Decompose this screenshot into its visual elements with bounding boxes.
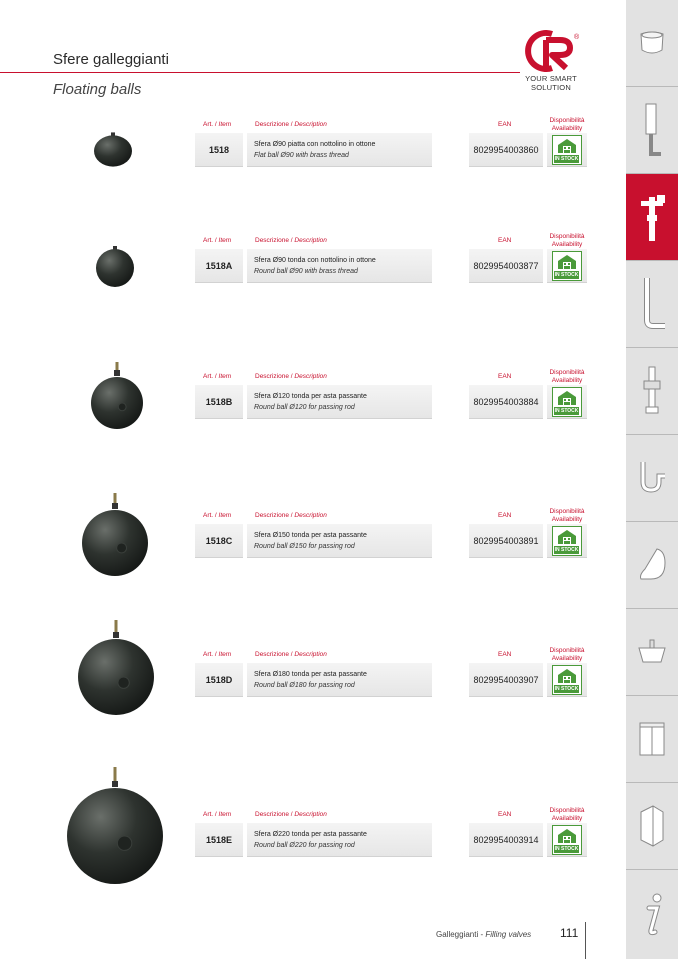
floating-ball-image <box>77 491 153 581</box>
header-availability: Disponibilità Availability <box>549 508 585 523</box>
siphon-icon <box>635 458 669 498</box>
sidebar-item-sinks[interactable] <box>626 609 678 696</box>
header-art: Art. / Item <box>203 373 232 380</box>
description-it: Sfera Ø220 tonda per asta passante <box>254 831 367 838</box>
in-stock-badge <box>552 135 582 165</box>
header-description: Descrizione / Description <box>255 373 327 380</box>
header-art: Art. / Item <box>203 237 232 244</box>
product-ean: 8029954003860 <box>469 133 543 167</box>
header-availability: Disponibilità Availability <box>549 647 585 662</box>
description-it: Sfera Ø90 piatta con nottolino in ottone <box>254 141 376 148</box>
toilet-seat-icon <box>635 545 669 585</box>
footer-section <box>436 930 531 939</box>
in-stock-label: IN STOCK <box>554 845 579 852</box>
category-sidebar <box>626 0 678 959</box>
registered-mark: ® <box>574 34 580 41</box>
sidebar-item-flush-pipes[interactable] <box>626 87 678 174</box>
sidebar-item-toilet-seats[interactable] <box>626 522 678 609</box>
info-icon <box>635 890 669 940</box>
availability-cell <box>547 524 587 558</box>
product-ean: 8029954003914 <box>469 823 543 857</box>
product-ean: 8029954003907 <box>469 663 543 697</box>
in-stock-label: IN STOCK <box>554 546 579 553</box>
bend-pipe-icon <box>635 274 669 334</box>
header-ean: EAN <box>498 237 512 244</box>
product-code: 1518A <box>195 249 243 283</box>
product-code: 1518C <box>195 524 243 558</box>
page-number: 111 <box>560 926 579 940</box>
product-description <box>247 133 432 167</box>
sidebar-item-fill-valves[interactable] <box>626 174 678 261</box>
availability-cell <box>547 133 587 167</box>
product-description <box>247 385 432 419</box>
header-ean: EAN <box>498 373 512 380</box>
product-description <box>247 249 432 283</box>
description-en: Round ball Ø90 with brass thread <box>254 268 358 275</box>
header-availability: Disponibilità Availability <box>549 233 585 248</box>
product-code: 1518B <box>195 385 243 419</box>
sidebar-item-bend-pipes[interactable] <box>626 261 678 348</box>
product-description <box>247 823 432 857</box>
product-code: 1518E <box>195 823 243 857</box>
floating-ball-image <box>62 765 168 889</box>
description-en: Round ball Ø150 for passing rod <box>254 543 355 550</box>
description-en: Round ball Ø120 for passing rod <box>254 404 355 411</box>
brand-logo <box>520 30 582 94</box>
header-art: Art. / Item <box>203 121 232 128</box>
availability-cell <box>547 249 587 283</box>
page-number-rule <box>585 922 586 959</box>
shower-enclosure-icon <box>635 802 669 850</box>
description-it: Sfera Ø150 tonda per asta passante <box>254 532 367 539</box>
warehouse-icon <box>557 138 577 154</box>
warehouse-icon <box>557 828 577 844</box>
description-en: Round ball Ø220 for passing rod <box>254 842 355 849</box>
sink-icon <box>635 632 669 672</box>
floating-ball-image <box>91 244 139 292</box>
availability-cell <box>547 663 587 697</box>
description-it: Sfera Ø120 tonda per asta passante <box>254 393 367 400</box>
cr-logo-icon <box>522 30 582 72</box>
sidebar-item-drain-valves[interactable] <box>626 348 678 435</box>
warehouse-icon <box>557 254 577 270</box>
footer-section-it: Galleggianti <box>436 930 479 939</box>
product-code: 1518 <box>195 133 243 167</box>
in-stock-badge <box>552 251 582 281</box>
header-description: Descrizione / Description <box>255 651 327 658</box>
header-art: Art. / Item <box>203 651 232 658</box>
sidebar-item-shower-enclosures[interactable] <box>626 783 678 870</box>
brand-tagline-1: YOUR SMART <box>525 74 577 83</box>
header-description: Descrizione / Description <box>255 512 327 519</box>
warehouse-icon <box>557 390 577 406</box>
warehouse-icon <box>557 529 577 545</box>
in-stock-badge <box>552 825 582 855</box>
in-stock-badge <box>552 526 582 556</box>
header-availability: Disponibilità Availability <box>549 807 585 822</box>
in-stock-label: IN STOCK <box>554 407 579 414</box>
description-en: Flat ball Ø90 with brass thread <box>254 152 349 159</box>
footer-separator: - <box>478 930 486 939</box>
header-ean: EAN <box>498 512 512 519</box>
warehouse-icon <box>557 668 577 684</box>
floating-ball-image <box>86 360 148 434</box>
page-title: Sfere galleggianti <box>53 51 169 68</box>
cistern-icon <box>635 26 669 60</box>
in-stock-badge <box>552 387 582 417</box>
product-description <box>247 663 432 697</box>
fill-valve-icon <box>635 187 669 247</box>
floating-ball-image <box>89 127 137 175</box>
description-en: Round ball Ø180 for passing rod <box>254 682 355 689</box>
in-stock-badge <box>552 665 582 695</box>
header-art: Art. / Item <box>203 811 232 818</box>
header-ean: EAN <box>498 121 512 128</box>
header-ean: EAN <box>498 651 512 658</box>
sidebar-item-cisterns[interactable] <box>626 0 678 87</box>
product-ean: 8029954003877 <box>469 249 543 283</box>
brand-tagline-2: SOLUTION <box>531 83 571 92</box>
in-stock-label: IN STOCK <box>554 685 579 692</box>
product-ean: 8029954003891 <box>469 524 543 558</box>
floating-ball-image <box>73 618 159 720</box>
availability-cell <box>547 823 587 857</box>
description-it: Sfera Ø90 tonda con nottolino in ottone <box>254 257 376 264</box>
header-availability: Disponibilità Availability <box>549 369 585 384</box>
footer-section-en: Filling valves <box>485 930 532 939</box>
availability-cell <box>547 385 587 419</box>
in-stock-label: IN STOCK <box>554 271 579 278</box>
product-description <box>247 524 432 558</box>
sidebar-item-info[interactable] <box>626 870 678 959</box>
header-description: Descrizione / Description <box>255 121 327 128</box>
title-divider <box>0 72 520 73</box>
drain-valve-icon <box>635 361 669 421</box>
header-art: Art. / Item <box>203 512 232 519</box>
sidebar-item-siphons[interactable] <box>626 435 678 522</box>
header-availability: Disponibilità Availability <box>549 117 585 132</box>
header-description: Descrizione / Description <box>255 811 327 818</box>
vanity-cabinet-icon <box>635 717 669 761</box>
header-ean: EAN <box>498 811 512 818</box>
product-ean: 8029954003884 <box>469 385 543 419</box>
in-stock-label: IN STOCK <box>554 155 579 162</box>
header-description: Descrizione / Description <box>255 237 327 244</box>
sidebar-item-vanity-units[interactable] <box>626 696 678 783</box>
product-code: 1518D <box>195 663 243 697</box>
description-it: Sfera Ø180 tonda per asta passante <box>254 671 367 678</box>
flush-pipe-icon <box>635 100 669 160</box>
page-subtitle: Floating balls <box>53 81 142 98</box>
